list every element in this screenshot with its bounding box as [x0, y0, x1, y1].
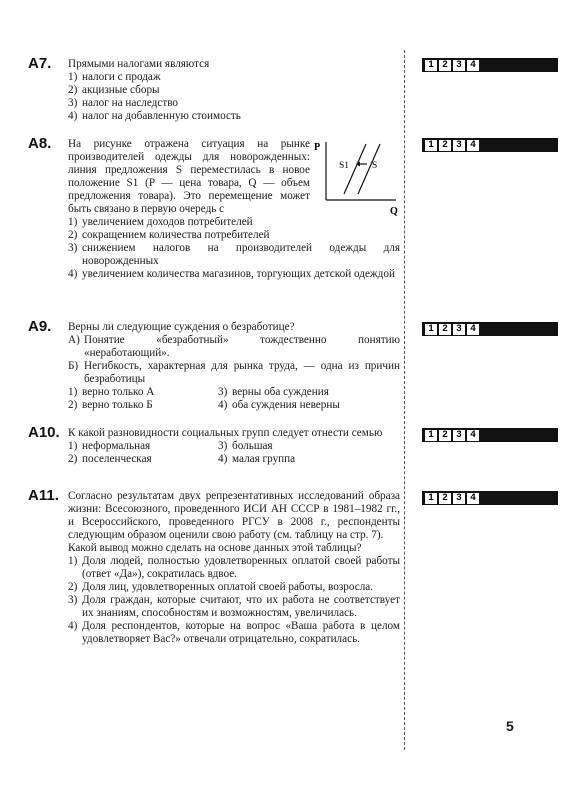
answer-cell[interactable]: 1 [425, 430, 437, 441]
question-a11 [28, 487, 400, 646]
option-4[interactable]: 4) малая группа [218, 453, 296, 465]
question-number: A7. [28, 55, 52, 72]
answer-cell[interactable]: 3 [453, 324, 465, 335]
option-4[interactable]: 4) оба суждения неверны [218, 399, 340, 411]
curve-label-s: S [372, 161, 378, 171]
answer-cell[interactable]: 3 [453, 140, 465, 151]
question-text: Верны ли следующие суждения о безработице? [68, 321, 295, 333]
question-prompt: Какой вывод можно сделать на основе данных этой таблицы? [68, 542, 362, 554]
question-text: На рисунке отражена ситуация на рынке производителей одежды для новорожденных: линия предложения S переместилась в новое положение S1 (P — цена товара, Q — объем предложения товара). Это перемещение может быть связано в первую очередь с [68, 138, 310, 215]
answer-cell[interactable]: 1 [425, 60, 437, 71]
answer-cell[interactable]: 4 [467, 140, 479, 151]
answer-box-a7[interactable] [422, 58, 558, 72]
option-1[interactable]: 1) налоги с продаж [68, 71, 161, 83]
option-2[interactable]: 2) сокращением количества потребителей [68, 229, 270, 241]
answer-cell[interactable]: 4 [467, 324, 479, 335]
option-3[interactable]: 3) налог на наследство [68, 97, 179, 109]
answer-cell[interactable]: 4 [467, 430, 479, 441]
option-1[interactable]: 1) Доля людей, полностью удовлетворенных оплатой своей работы (ответ «Да»), сократилась вдвое. [68, 555, 400, 580]
question-text: Прямыми налогами являются [68, 58, 210, 70]
option-3[interactable]: 3) снижением налогов на производителей одежды для новорожденных [68, 242, 400, 267]
question-number: A8. [28, 135, 52, 152]
answer-cell[interactable]: 2 [439, 493, 451, 504]
page-number: 5 [506, 718, 514, 734]
option-1[interactable]: 1) увеличением доходов потребителей [68, 216, 253, 228]
question-a7 [28, 55, 400, 123]
option-3[interactable]: 3) Доля граждан, которые считают, что их работа не соответствует их знаниям, способностям и возможностям, увеличилась. [68, 594, 400, 619]
option-1[interactable]: 1) неформальная [68, 440, 151, 452]
answer-box-a9[interactable] [422, 322, 558, 336]
supply-shift-graph [312, 138, 402, 218]
question-text: Согласно результатам двух репрезентативных исследований образа жизни: Всесоюзного, проведенного ИСИ АН СССР в 1981–1982 гг., и Всероссийского, проведенного РГСУ в 2008 г., респонденты следующим образом оценили свою работу (см. таблицу на стр. 7). [68, 490, 400, 541]
statement-b: Б) Негибкость, характерная для рынка труда, — одна из причин безработицы [68, 360, 400, 385]
option-4[interactable]: 4) увеличением количества магазинов, торгующих детской одеждой [68, 268, 395, 280]
answer-box-a8[interactable] [422, 138, 558, 152]
column-divider [404, 50, 405, 750]
curve-label-s1: S1 [339, 161, 350, 171]
answer-cell[interactable]: 1 [425, 493, 437, 504]
answer-cell[interactable]: 4 [467, 493, 479, 504]
answer-cell[interactable]: 2 [439, 60, 451, 71]
option-2[interactable]: 2) верно только Б [68, 399, 153, 411]
answer-cell[interactable]: 2 [439, 140, 451, 151]
question-number: A9. [28, 318, 52, 335]
answer-cell[interactable]: 3 [453, 430, 465, 441]
option-3[interactable]: 3) большая [218, 440, 273, 452]
answer-cell[interactable]: 3 [453, 493, 465, 504]
answer-cell[interactable]: 3 [453, 60, 465, 71]
question-number: A11. [28, 487, 59, 504]
option-4[interactable]: 4) налог на добавленную стоимость [68, 110, 241, 122]
answer-box-a11[interactable] [422, 491, 558, 505]
axis-label-q: Q [390, 206, 398, 217]
option-2[interactable]: 2) акцизные сборы [68, 84, 160, 96]
answer-cell[interactable]: 2 [439, 430, 451, 441]
answer-cell[interactable]: 1 [425, 140, 437, 151]
answer-box-a10[interactable] [422, 428, 558, 442]
question-text: К какой разновидности социальных групп следует отнести семью [68, 427, 383, 439]
axis-label-p: P [314, 142, 321, 153]
question-number: A10. [28, 424, 60, 441]
statement-a: А) Понятие «безработный» тождественно понятию «неработающий». [68, 334, 400, 359]
question-a9 [28, 318, 400, 412]
option-1[interactable]: 1) верно только А [68, 386, 155, 398]
option-3[interactable]: 3) верны оба суждения [218, 386, 329, 398]
question-a10 [28, 424, 400, 466]
question-a8 [28, 135, 400, 281]
option-2[interactable]: 2) Доля лиц, удовлетворенных оплатой своей работы, возросла. [68, 581, 374, 593]
option-4[interactable]: 4) Доля респондентов, которые на вопрос «Ваша работа в целом удовлетворяет Вас?» отвечали отрицательно, сократилась. [68, 620, 400, 645]
answer-cell[interactable]: 1 [425, 324, 437, 335]
answer-cell[interactable]: 4 [467, 60, 479, 71]
option-2[interactable]: 2) поселенческая [68, 453, 152, 465]
answer-cell[interactable]: 2 [439, 324, 451, 335]
